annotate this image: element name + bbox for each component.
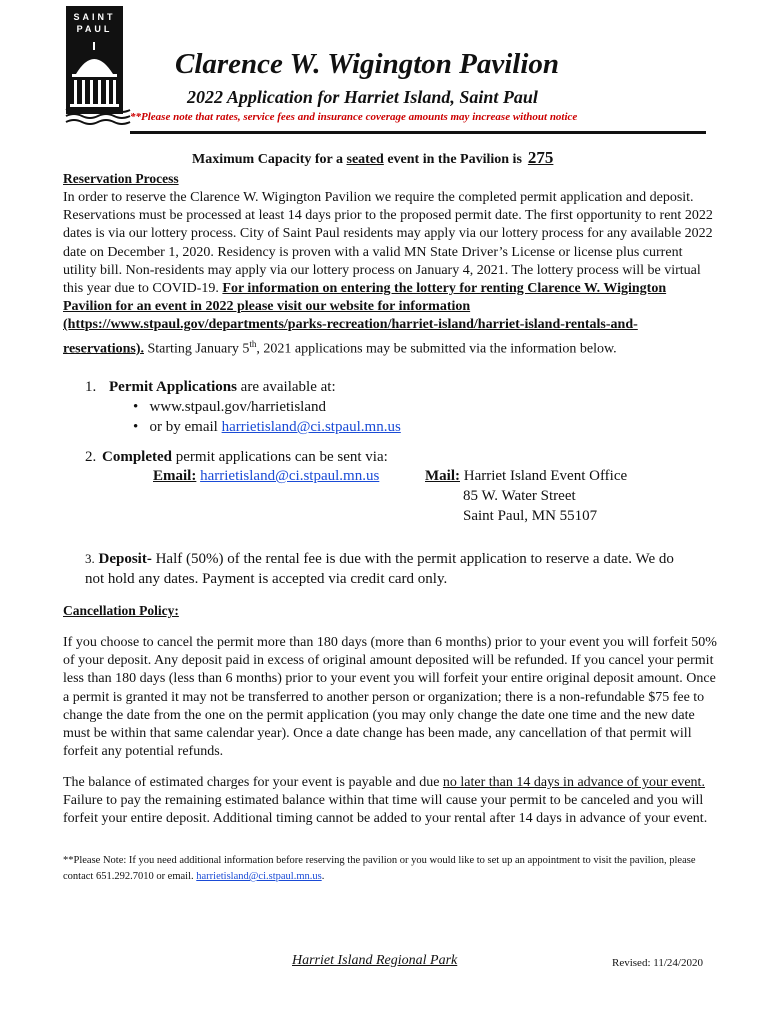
item-deposit	[85, 549, 685, 589]
capacity-label-post: event in the Pavilion is	[383, 152, 522, 167]
mail-line1: Harriet Island Event Office	[463, 468, 628, 484]
cancellation-heading: Cancellation Policy:	[63, 603, 179, 618]
reservation-text: In order to reserve the Clarence W. Wigington Pavilion we require the completed permit application and deposit. Reservations must be processed at least 14 days prior to the proposed permit date. The first opportunity to rent 2022 dates is via our lottery process. City of Saint Paul residents may apply via our lottery process for any available 2022 date on December 1, 2020. Residency is proven with a valid MN State Driver’s License or license plus current utility bill. Non-residents may apply via our lottery process on January 4, 2021. The lottery process will be virtual this year due to COVID-19.	[63, 190, 713, 297]
footer-revised: Revised: 11/24/2020	[612, 957, 703, 969]
note-pre: **Please Note: If you need additional information before reserving the pavilion or you would like to set up an appointment to visit the pavilion, please contact 651.292.7010 or email.	[63, 855, 696, 882]
saint-paul-logo	[66, 6, 123, 114]
item3-bold: Deposit-	[98, 551, 152, 567]
capacity-value: 275	[527, 148, 554, 167]
page-title: Clarence W. Wigington Pavilion	[175, 48, 560, 80]
bullet-website-text: www.stpaul.gov/harrietisland	[149, 399, 327, 415]
mail-label: Mail:	[425, 468, 460, 484]
page-subtitle: 2022 Application for Harriet Island, Saint Paul	[187, 87, 538, 107]
item1-text: are available at:	[236, 379, 336, 395]
item1-bold: Permit Applications	[109, 379, 237, 395]
mail-line3: Saint Paul, MN 55107	[463, 508, 598, 524]
contact-note	[63, 853, 703, 885]
note-post: .	[321, 871, 325, 882]
logo-waves-icon	[64, 104, 134, 128]
reservation-heading: Reservation Process	[63, 171, 179, 186]
mail-line	[425, 467, 627, 487]
mail-line2: 85 W. Water Street	[463, 488, 576, 504]
header-divider	[130, 131, 706, 134]
para2-underlined: no later than 14 days in advance of your event.	[442, 775, 705, 790]
email-link-1[interactable]: harrietisland@ci.stpaul.mn.us	[221, 419, 401, 435]
reservation-body	[63, 189, 717, 358]
para2-post: Failure to pay the remaining estimated balance within that time will cause your permit to be canceled and you will forfeit your entire deposit. Additional timing cannot be added to your rental after 14 days in advance of your event.	[63, 793, 708, 827]
rate-notice: **Please note that rates, service fees and insurance coverage amounts may increase without notice	[130, 111, 578, 123]
item1-number: 1.	[85, 379, 97, 395]
reservation-tail-pre: Starting January 5	[144, 341, 250, 357]
item2-bold: Completed	[102, 449, 172, 465]
lottery-info-link[interactable]: For information on entering the lottery for renting Clarence W. Wigington Pavilion for an event in 2022 please visit our website for information (https://www.stpaul.gov/departments/parks-recreation/harriet-island/harriet-island-rentals-and-reservations).	[63, 281, 667, 357]
reservation-tail-sup: th	[249, 338, 257, 349]
bullet-email-pre: or by email	[149, 419, 222, 435]
cancellation-para1: If you choose to cancel the permit more than 180 days (more than 6 months) prior to your event you will forfeit 50% of your deposit. Any deposit paid in excess of original amount deposited will be refunded. If you cancel your permit less than 180 days (less than 6 months) prior to your event you will forfeit your entire original deposit amount. Once a permit is granted it may not be transferred to another person or organization; there is a non-refundable $75 fee to change the date from the one on the permit application (you may only change the date one time and the new date must be within that same calendar year). Once a date change has been made, any cancellation of that permit will forfeit any potential refunds.	[63, 635, 717, 760]
item3-number: 3.	[85, 551, 95, 566]
footer-park-name: Harriet Island Regional Park	[292, 953, 458, 968]
item2-number: 2.	[85, 449, 97, 465]
email-link-2[interactable]: harrietisland@ci.stpaul.mn.us	[200, 468, 380, 484]
reservation-tail-post: , 2021 applications may be submitted via the information below.	[256, 341, 617, 357]
para2-pre: The balance of estimated charges for your event is payable and due	[63, 775, 443, 790]
capacity-seated: seated	[346, 152, 384, 167]
email-link-3[interactable]: harrietisland@ci.stpaul.mn.us	[196, 871, 322, 882]
item2-text: permit applications can be sent via:	[172, 449, 388, 465]
pavilion-dome-icon	[66, 40, 123, 110]
capacity-line	[192, 148, 553, 168]
item3-text: Half (50%) of the rental fee is due with the permit application to reserve a date. We do not hold any dates. Payment is accepted via credit card only.	[85, 551, 674, 587]
capacity-label-pre: Maximum Capacity for a	[192, 152, 347, 167]
item-permit-applications	[85, 378, 336, 398]
bullet-email: • or by email harrietisland@ci.stpaul.mn.us	[133, 419, 401, 435]
bullet-website: • www.stpaul.gov/harrietisland	[133, 399, 327, 415]
email-line	[153, 467, 379, 487]
email-label: Email:	[153, 468, 197, 484]
logo-line2: PAUL	[76, 24, 113, 34]
logo-line1: SAINT	[73, 12, 116, 22]
item-completed-applications	[85, 448, 388, 468]
cancellation-para2	[63, 774, 717, 829]
